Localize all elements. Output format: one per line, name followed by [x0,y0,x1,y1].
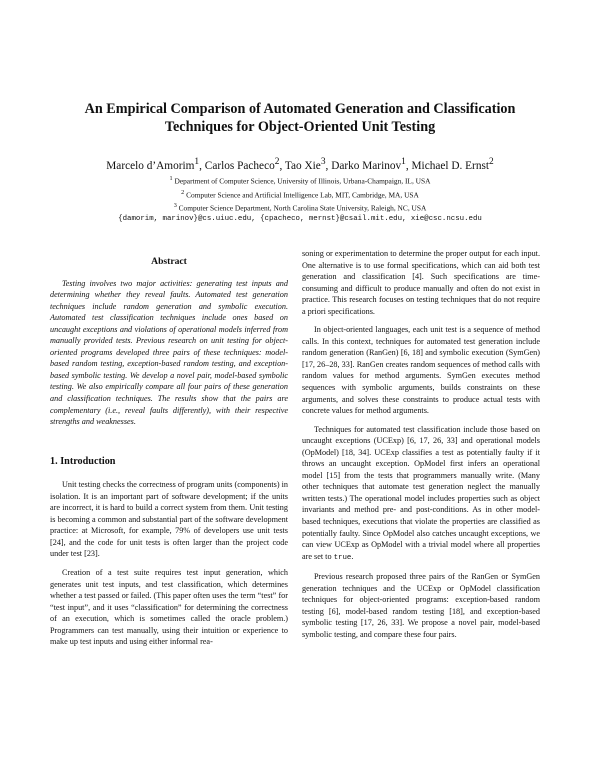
author-name: Carlos Pacheco [204,159,275,172]
abstract-text: Testing involves two major activities: generating test inputs and determining whether they reveal faults. Automated test generation techniques include random generation and symbolic execution. Automated test classification techniques include ones based on uncaught exceptions and violations of operational models inferred from manually provided tests. Previous research on unit testing for object-oriented programs developed three pairs of these techniques: model-based random testing, exception-based random testing, and exception-based symbolic testing. We develop a novel pair, model-based symbolic testing. We also empirically compare all four pairs of these generation and classification techniques. The results show that the pairs are complementary (i.e., reveal faults differently), with their respective strengths and weaknesses. [50,278,288,427]
affiliation [40,174,560,186]
inline-code: true [333,553,352,562]
affiliation-text: Computer Science and Artificial Intelligence Lab, MIT, Cambridge, MA, USA [186,190,419,200]
author-list: Marcelo d’Amorim$^1$, Carlos Pacheco$^2$, Tao Xie$^3$, Darko Marinov$^1$, Michael D. Ernst$^2$ [106,157,494,172]
affiliation-text: Computer Science Department, North Carolina State University, Raleigh, NC, USA [178,203,427,213]
body-paragraph: Unit testing checks the correctness of program units (components) in isolation. It is an important part of software development; if the units are incorrect, it is hard to build a correct system from them. Unit testing is becoming a common and substantial part of the software development practice: at Microsoft, for example, 79% of developers use unit tests [24], and the code for unit tests is often larger than the project code under test [23]. [50,480,288,559]
author-name: Darko Marinov [331,159,402,172]
body-paragraph: In object-oriented languages, each unit test is a sequence of method calls. In this context, techniques for automated test generation include random generation (RanGen) [6, 18] and symbolic execution (SymGen) [17, 26–28, 33]. RanGen creates random sequences of method calls with random values for method arguments. SymGen executes method sequences with symbolic arguments, builds constraints on these arguments, and solves these constraints to produce actual tests with concrete values for method arguments. [302,325,540,416]
author-name: Tao Xie [284,159,321,172]
body-paragraph: Previous research proposed three pairs of the RanGen or SymGen generation techniques and the UCExp or OpModel classification techniques for object-oriented programs: exception-based random testing [6], model-based random testing [18], and exception-based symbolic testing [17, 26, 33]. We propose a novel pair, model-based symbolic testing, and compare these four pairs. [302,572,540,639]
paper-title [60,100,540,136]
abstract-heading: Abstract [151,256,187,267]
title-line-1: An Empirical Comparison of Automated Generation and Classification [84,101,516,117]
section-heading: 1. Introduction [50,455,116,467]
period: . [351,551,354,561]
author-name: Michael D. Ernst [411,159,490,172]
body-paragraph: soning or experimentation to determine the proper output for each input. One alternative is to use formal specifications, which can aid both test generation and classification [4]. Such specifications are time-consuming and difficult to produce manually and often do not exist in practice. This research focuses on testing techniques that do not require a priori specifications. [302,249,540,316]
affiliation-mark: 3 [173,203,177,209]
author-emails: {damorim, marinov}@cs.uiuc.edu, {cpacheco, mernst}@csail.mit.edu, xie@csc.ncsu.edu [118,215,482,223]
author-name: Marcelo d’Amorim [106,159,195,172]
affiliation-text: Department of Computer Science, University of Illinois, Urbana-Champaign, IL, USA [174,176,431,186]
affiliation-mark: 1 [169,176,173,182]
author-affiliation-mark: 2 [274,157,280,167]
affiliation [40,201,560,213]
author-affiliation-mark: 1 [194,157,200,167]
title-line-2: Techniques for Object-Oriented Unit Testing [164,119,436,135]
affiliation [40,188,560,200]
paragraph-text: Techniques for automated test classification include those based on uncaught exceptions (UCExp) [6, 17, 26, 33] and operational models (OpModel) [18, 34]. UCExp classifies a test as potentially faulty if it throws an uncaught exception. OpModel first infers an operational model [15] from the tests that programmers manually write. (Many other techniques that automate test generation neglect the manually written tests.) The operational model includes properties such as object invariants and method pre- and post-conditions. As in other model-based techniques, executions that violate the properties are classified as potentially faulty. Since OpModel also catches uncaught exceptions, we can view UCExp as OpModel with a trivial model where all properties are set to [302,424,540,561]
author-affiliation-mark: 2 [489,157,494,167]
author-affiliation-mark: 1 [401,157,406,167]
author-affiliation-mark: 3 [320,157,326,167]
body-paragraph [302,424,540,565]
body-paragraph: Creation of a test suite requires test input generation, which generates unit test inputs, and test classification, which determines whether a test passed or failed. (This paper often uses the term “test” for “test input”, and it uses “classification” for determining the correctness of an execution, which is sometimes called the oracle problem.) Programmers can test manually, using their intuition or experience to make up test inputs and using either informal rea- [50,568,288,647]
left-column [50,250,288,648]
affiliation-mark: 2 [181,190,185,196]
right-column [302,248,540,641]
